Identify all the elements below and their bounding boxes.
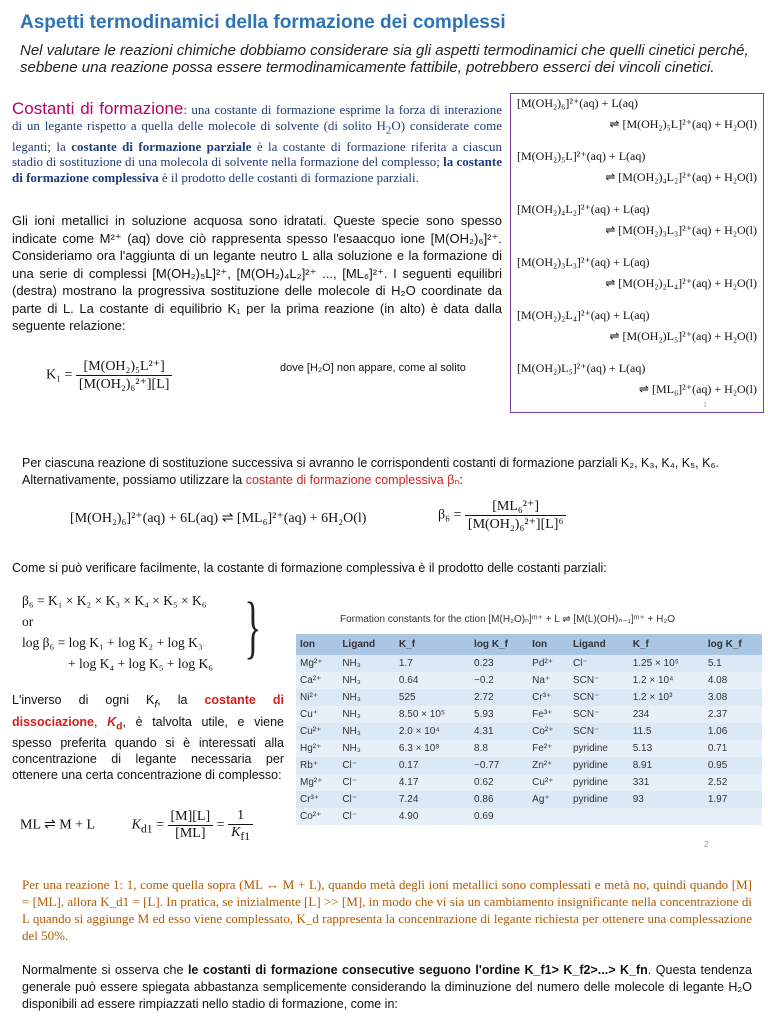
equilibrium-5: [M(OH₂)₂L₄]²⁺(aq) + L(aq) ⇌ [M(OH₂)L₅]²⁺(aq) + H₂O(l) bbox=[517, 308, 757, 343]
table-cell: 1.97 bbox=[704, 791, 762, 808]
costanti-text-2: O) considerate come leganti; la bbox=[12, 117, 502, 154]
beta-equation: β₆ = $\frac{\text{[ML₆²⁺]}}{\text{[M(OH₂)₆²⁺][L]⁶}}$ bbox=[438, 498, 566, 533]
table-row bbox=[296, 808, 762, 825]
ioni-paragraph: Gli ioni metallici in soluzione acquosa sono idratati. Queste specie sono spesso indicate come M²⁺ (aq) dove ciò rappresenta spesso l'esaacquo ione [M(OH₂)₆]²⁺. Consideriamo ora l'aggiunta di un legante neutro L alla soluzione e la formazione di una serie di complessi [M(OH₂)₅L]²⁺, [M(OH₂)₄L₂]²⁺ ..., [ML₆]²⁺. I seguenti equilibri (destra) mostrano la progressiva sostituzione delle molecole di H₂O coordinate da parte di L. La costante di equilibrio K₁ per la prima reazione (in alto) è data dalla seguente relazione: bbox=[12, 213, 502, 333]
table-cell: 11.5 bbox=[629, 723, 704, 740]
table-cell: 7.24 bbox=[395, 791, 470, 808]
table-cell: 8.50 × 10⁵ bbox=[395, 706, 470, 723]
table-cell: SCN⁻ bbox=[569, 672, 629, 689]
costanti-text-1: : una costante di formazione esprime la forza di interazione di un legante rispetto a quella delle molecole di solvente (di solito H bbox=[12, 102, 503, 133]
page-title: Aspetti termodinamici della formazione dei complessi bbox=[20, 12, 506, 33]
table-row bbox=[296, 791, 762, 808]
table-cell: 1.25 × 10⁵ bbox=[629, 655, 704, 672]
costanti-heading: Costanti di formazione bbox=[12, 99, 184, 118]
costanti-text-4: è il prodotto delle costanti di formazione parziali. bbox=[158, 169, 419, 185]
table-cell: Fe²⁺ bbox=[528, 740, 569, 757]
table-cell: 8.8 bbox=[470, 740, 528, 757]
equilibria-box bbox=[510, 93, 764, 413]
table-row bbox=[296, 706, 762, 723]
right-brace-icon: } bbox=[244, 589, 262, 666]
table-cell: Cu²⁺ bbox=[296, 723, 338, 740]
table-cell: 5.93 bbox=[470, 706, 528, 723]
table-cell: NH₃ bbox=[338, 706, 395, 723]
table-row bbox=[296, 723, 762, 740]
equilibrium-6: [M(OH₂)L₅]²⁺(aq) + L(aq) ⇌ [ML₆]²⁺(aq) + H₂O(l) bbox=[517, 361, 757, 396]
table-cell: NH₃ bbox=[338, 672, 395, 689]
table-cell: Hg²⁺ bbox=[296, 740, 338, 757]
table-cell: Cl⁻ bbox=[338, 774, 395, 791]
table-cell: Ca²⁺ bbox=[296, 672, 338, 689]
table-cell: pyridine bbox=[569, 774, 629, 791]
table-cell: 234 bbox=[629, 706, 704, 723]
equilibrium-1: [M(OH₂)₆]²⁺(aq) + L(aq) ⇌ [M(OH₂)₅L]²⁺(aq) + H₂O(l) bbox=[517, 96, 757, 131]
formation-constants-table bbox=[296, 634, 762, 825]
table-cell: 5.13 bbox=[629, 740, 704, 757]
normal-paragraph: Normalmente si osserva che le costanti di formazione consecutive seguono l'ordine K_f1> K_f2>...> K_fn. Questa tendenza generale può essere spiegata abbastanza semplicemente considerando la diminuzione del numero delle molecole di legante H₂O disponibili ad essere rimpiazzati nello stadio di formazione, come in: bbox=[22, 963, 752, 1011]
costanti-paragraph: Costanti di formazione: una costante di formazione esprime la forza di interazione di un legante rispetto a quella delle molecole di solvente (di solito $H_2O$) considerate come leganti; la costante di formazione parziale è la costante di formazione riferita a ciascun stadio di sostituzione di una molecola di solvente nella formazione del complesso; la costante di formazione complessiva è il prodotto delle costanti di formazione parziali. bbox=[12, 99, 503, 185]
table-cell: 2.0 × 10⁴ bbox=[395, 723, 470, 740]
table-cell: Mg²⁺ bbox=[296, 655, 338, 672]
table-cell: SCN⁻ bbox=[569, 723, 629, 740]
table-cell: NH₃ bbox=[338, 689, 395, 706]
table-cell: −0.77 bbox=[470, 757, 528, 774]
table-cell: 0.71 bbox=[704, 740, 762, 757]
table-cell: Fe³⁺ bbox=[528, 706, 569, 723]
table-cell: Ni²⁺ bbox=[296, 689, 338, 706]
table-cell bbox=[629, 808, 704, 825]
table-cell: pyridine bbox=[569, 791, 629, 808]
table-cell: 5.1 bbox=[704, 655, 762, 672]
table-cell: 0.95 bbox=[704, 757, 762, 774]
table-cell: Co²⁺ bbox=[296, 808, 338, 825]
table-caption: Formation constants for the ction [M(H₂O)ₙ]ᵐ⁺ + L ⇌ [M(L)(OH)ₙ₋₁]ᵐ⁺ + H₂O bbox=[340, 614, 676, 625]
table-cell: Cl⁻ bbox=[338, 808, 395, 825]
table-row bbox=[296, 689, 762, 706]
table-cell: 0.86 bbox=[470, 791, 528, 808]
page-number-2: 2 bbox=[704, 840, 709, 849]
equilibrium-4: [M(OH₂)₃L₃]²⁺(aq) + L(aq) ⇌ [M(OH₂)₂L₄]²⁺(aq) + H₂O(l) bbox=[517, 255, 757, 290]
table-cell: Cr³⁺ bbox=[528, 689, 569, 706]
table-cell: Cl⁻ bbox=[338, 791, 395, 808]
table-cell: 3.08 bbox=[704, 689, 762, 706]
table-cell: Pd²⁺ bbox=[528, 655, 569, 672]
kd-equation: ML ⇌ M + L $K_{d1}$ = $\frac{[M][L]}{[ML]}$ = $\frac{1}{K_{f1}}$ bbox=[20, 808, 253, 843]
table-cell: Na⁺ bbox=[528, 672, 569, 689]
table-cell: Ag⁺ bbox=[528, 791, 569, 808]
table-cell: −0.2 bbox=[470, 672, 528, 689]
table-cell bbox=[528, 808, 569, 825]
table-cell: 2.52 bbox=[704, 774, 762, 791]
table-row bbox=[296, 672, 762, 689]
table-cell: 525 bbox=[395, 689, 470, 706]
table-header-row: Ion Ligand K_f log K_f Ion Ligand K_f log K_f bbox=[296, 634, 762, 655]
product-equations: β₆ = K₁ × K₂ × K₃ × K₄ × K₅ × K₆ or log β₆ = log K₁ + log K₂ + log K₃ + log K₄ + log K₅ + log K₆ bbox=[22, 593, 213, 671]
equilibrium-2: [M(OH₂)₅L]²⁺(aq) + L(aq) ⇌ [M(OH₂)₄L₂]²⁺(aq) + H₂O(l) bbox=[517, 149, 757, 184]
table-cell: pyridine bbox=[569, 757, 629, 774]
table-cell: 1.2 × 10⁴ bbox=[629, 672, 704, 689]
costanti-bold-1: costante di formazione parziale bbox=[71, 138, 252, 154]
table-cell: 0.64 bbox=[395, 672, 470, 689]
page-number-1: 1 bbox=[703, 400, 707, 409]
table-cell: 0.69 bbox=[470, 808, 528, 825]
table-row bbox=[296, 740, 762, 757]
table-cell: 1.06 bbox=[704, 723, 762, 740]
verifica-text: Come si può verificare facilmente, la costante di formazione complessiva è il prodotto delle costanti parziali: bbox=[12, 561, 607, 575]
table-cell: 2.72 bbox=[470, 689, 528, 706]
table-row bbox=[296, 655, 762, 672]
parziali-paragraph: Per ciascuna reazione di sostituzione successiva si avranno le corrispondenti costanti di formazione parziali K₂, K₃, K₄, K₅, K₆. Alternativamente, possiamo utilizzare la costante di formazione complessiva βₙ: bbox=[22, 456, 719, 487]
table-cell: 1.2 × 10³ bbox=[629, 689, 704, 706]
table-row bbox=[296, 774, 762, 791]
table-cell: 0.62 bbox=[470, 774, 528, 791]
table-row bbox=[296, 757, 762, 774]
table-cell bbox=[704, 808, 762, 825]
costanti-bold-2: la costante di formazione complessiva bbox=[12, 154, 502, 185]
table-cell: Cr³⁺ bbox=[296, 791, 338, 808]
intro-paragraph: Nel valutare le reazioni chimiche dobbiamo considerare sia gli aspetti termodinamici che quelli cinetici perché, sebbene una reazione possa essere termodinamicamente fattibile, potrebbero esserci dei vincoli cinetici. bbox=[20, 42, 749, 76]
table-cell: NH₃ bbox=[338, 723, 395, 740]
table-cell: 4.08 bbox=[704, 672, 762, 689]
table-cell: 6.3 × 10⁸ bbox=[395, 740, 470, 757]
equilibrium-3: [M(OH₂)₄L₂]²⁺(aq) + L(aq) ⇌ [M(OH₂)₃L₃]²⁺(aq) + H₂O(l) bbox=[517, 202, 757, 237]
table-cell: Rb⁺ bbox=[296, 757, 338, 774]
table-cell: 4.17 bbox=[395, 774, 470, 791]
inverso-paragraph: L'inverso di ogni $K_f$, la costante di dissociazione, $K_d$, è talvolta utile, e viene spesso preferita quando si è interessati alla concentrazione di legante necessaria per ottenere una certa concentrazione di complesso: bbox=[12, 693, 284, 782]
table-cell: 1.7 bbox=[395, 655, 470, 672]
table-cell: pyridine bbox=[569, 740, 629, 757]
table-cell: Cu²⁺ bbox=[528, 774, 569, 791]
table-cell: 0.17 bbox=[395, 757, 470, 774]
table-cell: 331 bbox=[629, 774, 704, 791]
dove-note: dove [H₂O] non appare, come al solito bbox=[280, 362, 466, 374]
table-cell: NH₃ bbox=[338, 740, 395, 757]
meta-paragraph: Per una reazione 1: 1, come quella sopra (ML ↔ M + L), quando metà degli ioni metallici sono complessati e metà no, quindi quando [M] = [ML], allora K_d1 = [L]. In pratica, se inizialmente [L] >> [M], in modo che vi sia un cambiamento insignificante nella concentrazione di L quando si aggiunge M ed esso viene complessato, K_d rappresenta la concentrazione di legante richiesta per ottenere una complessazione del 50%. bbox=[22, 877, 752, 943]
table-cell: Zn²⁺ bbox=[528, 757, 569, 774]
table-cell: 8.91 bbox=[629, 757, 704, 774]
table-cell: SCN⁻ bbox=[569, 706, 629, 723]
table-cell: Cu⁺ bbox=[296, 706, 338, 723]
costanti-text-3: è la costante di formazione riferita a ciascun stadio di sostituzione di una molecola di solvente nella formazione del complesso; bbox=[12, 138, 502, 170]
beta-reaction: [M(OH₂)₆]²⁺(aq) + 6L(aq) ⇌ [ML₆]²⁺(aq) + 6H₂O(l) bbox=[70, 511, 367, 526]
table-cell: Cl⁻ bbox=[569, 655, 629, 672]
table-cell: 4.90 bbox=[395, 808, 470, 825]
table-cell: 2.37 bbox=[704, 706, 762, 723]
table-cell: Cl⁻ bbox=[338, 757, 395, 774]
table-cell: Mg²⁺ bbox=[296, 774, 338, 791]
table-cell bbox=[569, 808, 629, 825]
table-cell: 4.31 bbox=[470, 723, 528, 740]
table-cell: 0.23 bbox=[470, 655, 528, 672]
table-cell: SCN⁻ bbox=[569, 689, 629, 706]
table-cell: NH₃ bbox=[338, 655, 395, 672]
k1-equation: K₁ = $\frac{\text{[M(OH₂)₅L²⁺]}}{\text{[M(OH₂)₆²⁺][L]}}$ bbox=[46, 358, 172, 393]
table-cell: 93 bbox=[629, 791, 704, 808]
table-cell: Co²⁺ bbox=[528, 723, 569, 740]
